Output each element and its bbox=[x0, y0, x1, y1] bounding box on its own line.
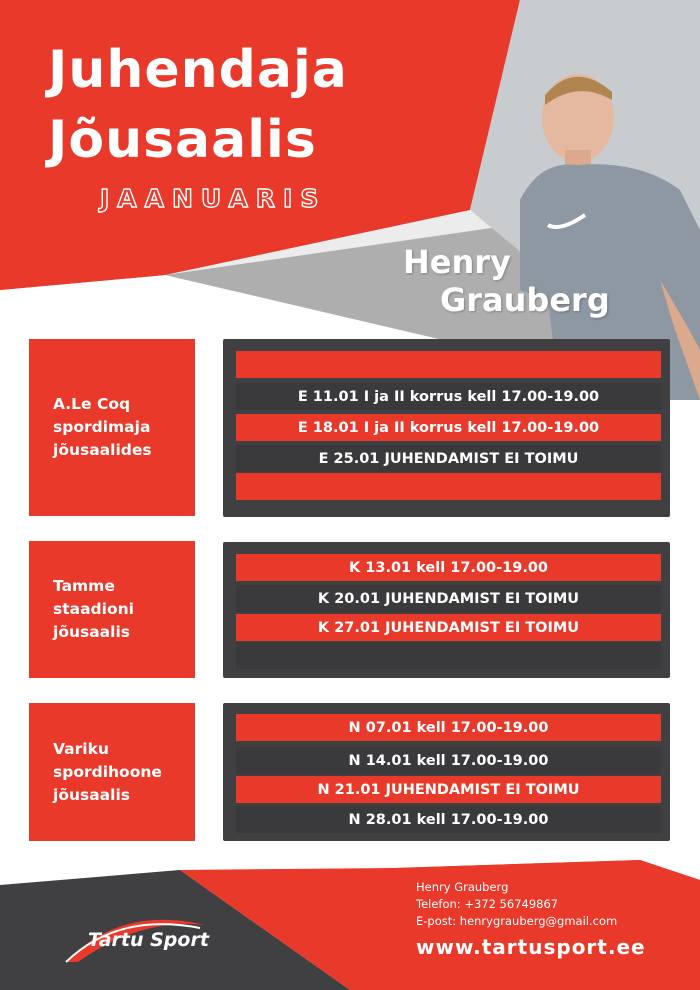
schedule-row bbox=[236, 351, 661, 378]
schedule-row: N 14.01 kell 17.00-19.00 bbox=[236, 747, 661, 774]
tartu-sport-logo: Tartu Sport bbox=[88, 929, 209, 951]
schedule-row: E 25.01 JUHENDAMIST EI TOIMU bbox=[236, 445, 661, 472]
schedule-row: K 13.01 kell 17.00-19.00 bbox=[236, 554, 661, 581]
schedule-row: N 07.01 kell 17.00-19.00 bbox=[236, 714, 661, 741]
coach-last-name: Grauberg bbox=[440, 281, 610, 319]
month-subtitle: JAANUARIS bbox=[100, 184, 327, 213]
schedule-panel-variku bbox=[223, 703, 670, 841]
schedule-panel-tamme bbox=[223, 542, 670, 678]
schedule-row: E 11.01 I ja II korrus kell 17.00-19.00 bbox=[236, 383, 661, 410]
title-line-1: Juhendaja bbox=[48, 40, 348, 100]
coach-first-name: Henry bbox=[403, 243, 511, 281]
location-name: A.Le Coq spordimaja jõusaalides bbox=[53, 395, 152, 459]
location-block-tamme bbox=[29, 541, 195, 678]
location-name: Variku spordihoone jõusaalis bbox=[53, 739, 162, 804]
website-link[interactable]: www.tartusport.ee bbox=[416, 935, 646, 959]
schedule-panel-alecoq bbox=[223, 339, 670, 517]
schedule-row: N 28.01 kell 17.00-19.00 bbox=[236, 806, 661, 833]
contact-name: Henry Grauberg bbox=[416, 880, 509, 894]
schedule-row bbox=[236, 473, 661, 500]
location-name: Tamme staadioni jõusaalis bbox=[53, 577, 134, 641]
schedule-row: K 20.01 JUHENDAMIST EI TOIMU bbox=[236, 585, 661, 612]
contact-email: E-post: henrygrauberg@gmail.com bbox=[416, 914, 618, 928]
schedule-row bbox=[236, 642, 661, 669]
location-block-alecoq bbox=[29, 339, 195, 516]
title-line-2: Jõusaalis bbox=[48, 110, 317, 170]
schedule-row: N 21.01 JUHENDAMIST EI TOIMU bbox=[236, 776, 661, 803]
schedule-row: K 27.01 JUHENDAMIST EI TOIMU bbox=[236, 614, 661, 641]
contact-phone: Telefon: +372 56749867 bbox=[416, 897, 559, 911]
location-block-variku bbox=[29, 703, 195, 841]
schedule-row: E 18.01 I ja II korrus kell 17.00-19.00 bbox=[236, 414, 661, 441]
